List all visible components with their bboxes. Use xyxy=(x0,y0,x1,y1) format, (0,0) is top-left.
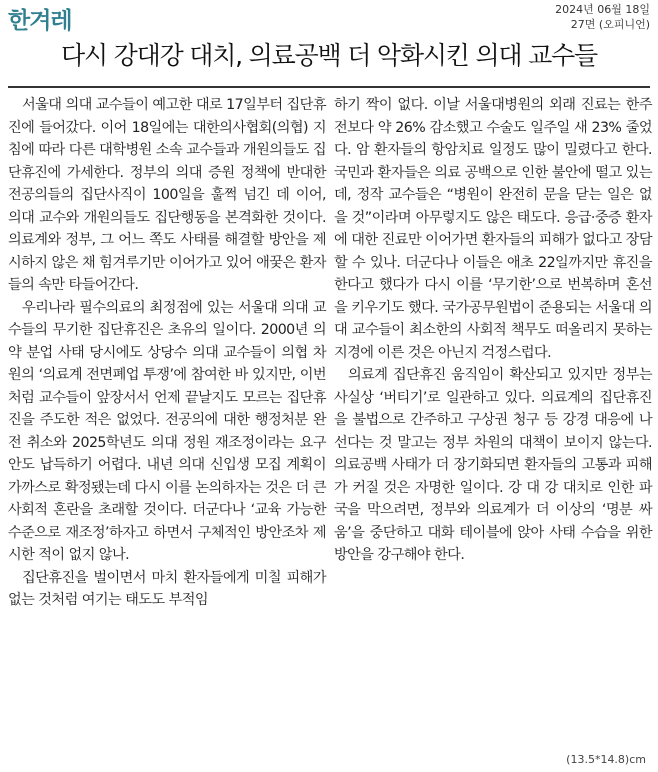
body-paragraph: 의료계 집단휴진 움직임이 확산되고 있지만 정부는 사실상 ‘버티기’로 일관하고 있다. 의료계의 집단휴진을 불법으로 간주하고 구상권 청구 등 강경 대응에 나선다는 것 말고는 정부 차원의 대책이 보이지 않는다. 의료공백 사태가 더 장기화되면 환자들의 고통과 피해가 커질 것은 자명한 일이다. 강 대 강 대치로 인한 파국을 막으려면, 정부와 의료계가 더 이상의 ‘명분 싸움’을 중단하고 대화 테이블에 앉아 사태 수습을 위한 방안을 강구해야 한다. xyxy=(334,367,652,563)
publication-date: 2024년 06월 18일 xyxy=(555,3,650,16)
newspaper-logo: 한겨레 xyxy=(8,8,72,34)
body-paragraph: 우리나라 필수의료의 최정점에 있는 서울대 의대 교수들의 무기한 집단휴진은 초유의 일이다. 2000년 의약 분업 사태 당시에도 상당수 의대 교수들이 의협 차원의 ‘의료계 전면폐업 투쟁’에 참여한 바 있지만, 이번처럼 교수들이 앞장서서 언제 끝날지도 모르는 집단휴진을 주도한 적은 없었다. 전공의에 대한 행정처분 완전 취소와 2025학년도 의대 정원 재조정이라는 요구안도 납득하기 어렵다. 내년 의대 신입생 모집 계획이 가까스로 확정됐는데 다시 이를 논의하자는 것은 더 큰 사회적 혼란을 초래할 것이다. 더군다나 ‘교육 가능한 수준으로 재조정’하자고 하면서 구체적인 방안조차 제시한 적이 없지 않나. xyxy=(8,299,326,563)
publication-info xyxy=(555,2,650,32)
body-column-right xyxy=(334,94,652,567)
page-section: 27면 (오피니언) xyxy=(570,18,650,31)
headline-divider xyxy=(8,86,650,88)
body-paragraph: 하기 짝이 없다. 이날 서울대병원의 외래 진료는 한주 전보다 약 26% 감소했고 수술도 일주일 새 23% 줄었다. 암 환자들의 항암치료 일정도 많이 밀렸다고 한다. 국민과 환자들은 의료 공백으로 인한 불안에 떨고 있는데, 정작 교수들은 “병원이 완전히 문을 닫는 일은 없을 것”이라며 아무렇지도 않은 태도다. 응급·중증 환자에 대한 진료만 이어가면 환자들의 피해가 없다고 장담할 수 있나. 더군다나 이들은 애초 22일까지만 휴진을 한다고 했다가 다시 이를 ‘무기한’으로 번복하며 혼선을 키우기도 했다. 국가공무원법이 준용되는 서울대 의대 교수들이 최소한의 사회적 책무도 떠올리지 못하는 지경에 이른 것은 아닌지 걱정스럽다. xyxy=(334,97,652,361)
masthead xyxy=(0,0,658,34)
article-size-note: (13.5*14.8)cm xyxy=(566,753,646,766)
article-headline: 다시 강대강 대치, 의료공백 더 악화시킨 의대 교수들 xyxy=(61,41,597,70)
body-paragraph: 집단휴진을 벌이면서 마치 환자들에게 미칠 피해가 없는 것처럼 여기는 태도도 부적임 xyxy=(8,569,326,608)
body-paragraph: 서울대 의대 교수들이 예고한 대로 17일부터 집단휴진에 들어갔다. 이어 18일에는 대한의사협회(의협) 지침에 따라 다른 대학병원 소속 교수들과 개원의들도 집단휴진에 가세한다. 정부의 의대 증원 정책에 반대한 전공의들의 집단사직이 100일을 훌쩍 넘긴 데 이어, 의대 교수와 개원의들도 집단행동을 본격화한 것이다. 의료계와 정부, 그 어느 쪽도 사태를 해결할 방안을 제시하지 않은 채 힘겨루기만 이어가고 있어 애꿎은 환자들의 속만 타들어간다. xyxy=(8,97,326,293)
body-column-left xyxy=(8,94,326,612)
